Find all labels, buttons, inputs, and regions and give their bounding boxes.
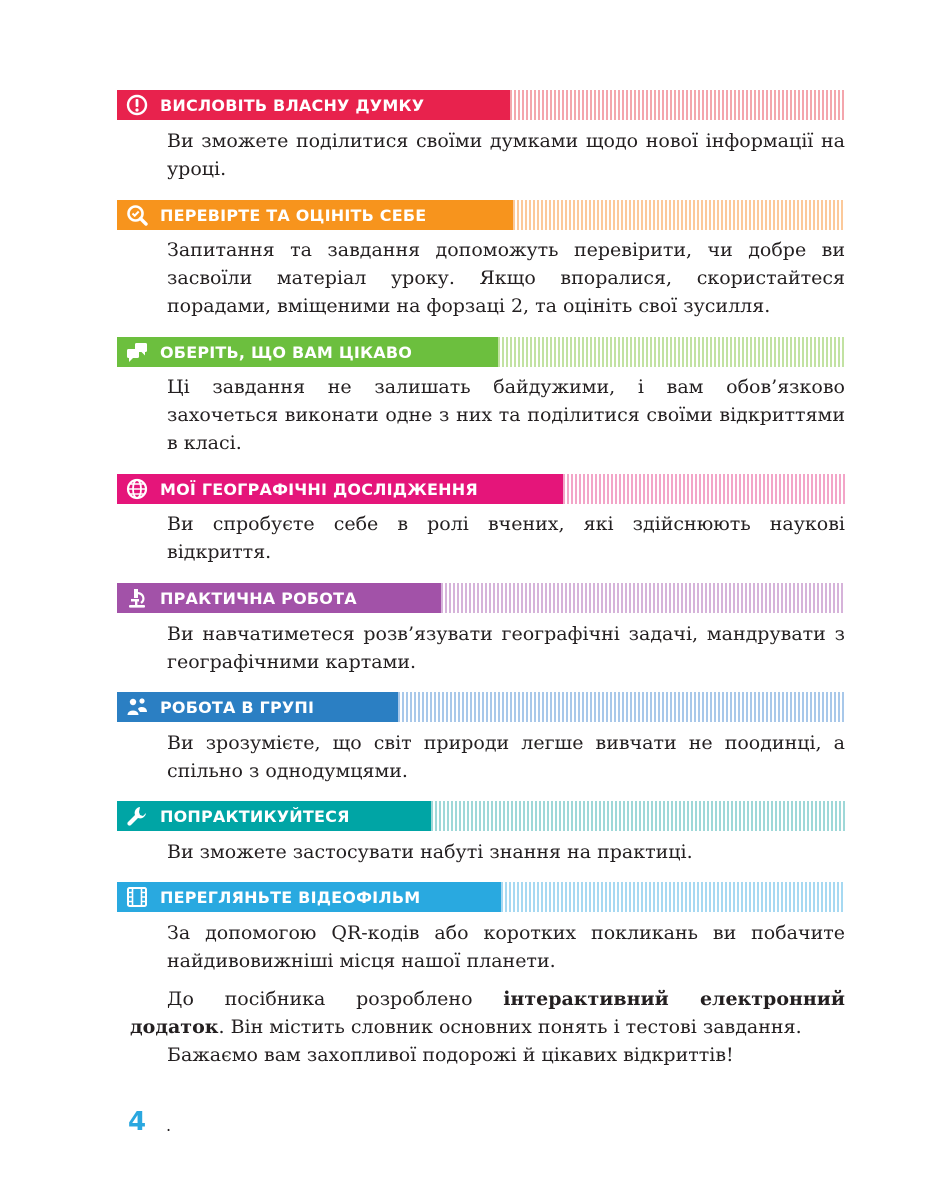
- speech-bubbles-icon: [126, 341, 148, 363]
- section-header-practical-work: [117, 583, 845, 613]
- section-description: Запитання та завдання допоможуть перевірити, чи добре ви засвоїли матеріал уроку. Якщо впоралися, скористайтеся порадами, вміщеними на форзаці 2, та оцініть свої зусилля.: [167, 239, 845, 317]
- section-header-stripes: [431, 801, 845, 831]
- section-description: За допомогою QR-кодів або коротких покликань ви побачите найдивовижніші місця нашої планети.: [167, 922, 845, 972]
- section-header-watch-video: [117, 882, 845, 912]
- section-header-label: [117, 474, 563, 504]
- closing-intro: До посібника розроблено: [167, 988, 504, 1010]
- section-header-label: [117, 200, 513, 230]
- section-header-stripes: [563, 474, 845, 504]
- section-title: ОБЕРІТЬ, ЩО ВАМ ЦІКАВО: [160, 342, 413, 362]
- section-header-stripes: [501, 882, 845, 912]
- section-description: Ви зрозумієте, що світ природи легше вивчати не поодинці, а спільно з однодумцями.: [167, 732, 845, 782]
- section-description: Ви спробуєте себе в ролі вчених, які здійснюють наукові відкриття.: [167, 513, 845, 563]
- section-description: Ви зможете поділитися своїми думками щодо нової інформації на уроці.: [167, 130, 845, 180]
- page-number: 4: [128, 1107, 147, 1137]
- section-header-group-work: [117, 692, 845, 722]
- section-header-label: [117, 801, 431, 831]
- wrench-icon: [126, 805, 148, 827]
- section-description: Ці завдання не залишать байдужими, і вам обов’язково захочеться виконати одне з них та поділитися своїми відкриттями в класі.: [167, 376, 845, 454]
- section-header-check-yourself: [117, 200, 845, 230]
- section-title: ПЕРЕГЛЯНЬТЕ ВІДЕОФІЛЬМ: [160, 887, 421, 907]
- section-title: ПРАКТИЧНА РОБОТА: [160, 588, 357, 608]
- section-header-label: [117, 337, 498, 367]
- group-people-icon: [126, 696, 148, 718]
- section-header-label: [117, 90, 510, 120]
- section-header-label: [117, 583, 441, 613]
- page-dot: .: [166, 1116, 172, 1135]
- section-title: МОЇ ГЕОГРАФІЧНІ ДОСЛІДЖЕННЯ: [160, 479, 478, 499]
- magnifier-check-icon: [126, 204, 148, 226]
- section-title: ПЕРЕВІРТЕ ТА ОЦІНІТЬ СЕБЕ: [160, 205, 427, 225]
- closing-after-bold: . Він містить словник основних понять і тестові завдання.: [218, 1016, 802, 1038]
- section-header-stripes: [510, 90, 845, 120]
- globe-icon: [126, 478, 148, 500]
- section-description: Ви зможете застосувати набуті знання на практиці.: [167, 841, 693, 863]
- closing-wish: Бажаємо вам захопливої подорожі й цікавих відкриттів!: [167, 1044, 734, 1066]
- section-header-choose-interest: [117, 337, 845, 367]
- section-description: Ви навчатиметеся розв’язувати географічні задачі, мандрувати з географічними картами.: [167, 623, 845, 673]
- section-title: ВИСЛОВІТЬ ВЛАСНУ ДУМКУ: [160, 95, 425, 115]
- section-title: РОБОТА В ГРУПІ: [160, 697, 315, 717]
- section-header-stripes: [498, 337, 845, 367]
- section-title: ПОПРАКТИКУЙТЕСЯ: [160, 806, 350, 826]
- exclamation-circle-icon: [126, 94, 148, 116]
- film-strip-icon: [126, 886, 148, 908]
- section-header-stripes: [398, 692, 845, 722]
- section-header-stripes: [513, 200, 845, 230]
- section-header-geo-research: [117, 474, 845, 504]
- section-header-express-opinion: [117, 90, 845, 120]
- section-header-stripes: [441, 583, 845, 613]
- section-header-label: [117, 882, 501, 912]
- microscope-icon: [126, 587, 148, 609]
- section-header-practice: [117, 801, 845, 831]
- section-header-label: [117, 692, 398, 722]
- closing-bold-term: інтерактивний електронний додаток: [130, 988, 845, 1038]
- closing-paragraph: [130, 985, 845, 1069]
